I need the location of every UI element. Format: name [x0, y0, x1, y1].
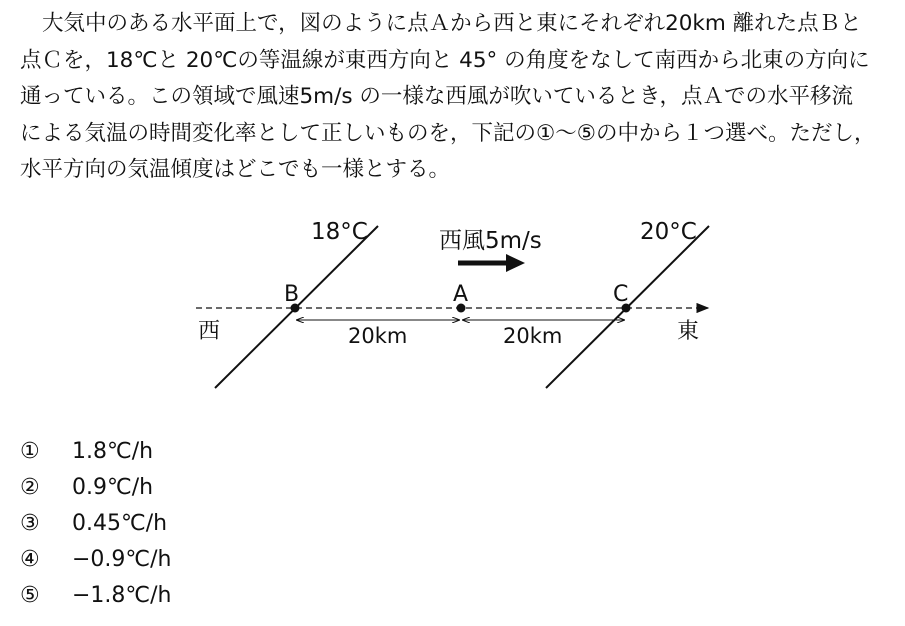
- question-line: 水平方向の気温傾度はどこでも一様とする。: [20, 157, 451, 182]
- point-b-label: B: [284, 282, 300, 307]
- wind-arrow-head: [506, 254, 525, 272]
- question-line: 通っている。この領域で風速5m/s の一様な西風が吹いているとき，点Ａでの水平移流: [20, 84, 854, 109]
- choice-number: ⑤: [20, 583, 40, 608]
- choice-value: −0.9℃/h: [72, 547, 172, 572]
- point-c-label: C: [613, 282, 629, 307]
- choice-4[interactable]: [20, 542, 171, 578]
- choice-3[interactable]: [20, 506, 171, 542]
- choice-number: ③: [20, 511, 40, 536]
- choice-2[interactable]: [20, 470, 171, 506]
- choice-5[interactable]: [20, 578, 171, 614]
- isotherm-18-label: 18°C: [311, 219, 368, 245]
- choice-value: 1.8℃/h: [72, 439, 154, 464]
- wind-label: 西風5m/s: [439, 228, 542, 254]
- choice-number: ④: [20, 547, 40, 572]
- question-line: 大気中のある水平面上で，図のように点Ａから西と東にそれぞれ20km 離れた点Ｂと: [42, 11, 862, 36]
- west-label: 西: [198, 319, 221, 344]
- answer-choices: [20, 434, 171, 614]
- choice-value: 0.45℃/h: [72, 511, 168, 536]
- choice-value: −1.8℃/h: [72, 583, 172, 608]
- point-a-label: A: [453, 282, 469, 307]
- east-label: 東: [677, 319, 700, 344]
- choice-number: ②: [20, 475, 40, 500]
- choice-1[interactable]: [20, 434, 171, 470]
- distance-ba-label: 20km: [348, 324, 408, 348]
- distance-ac-label: 20km: [503, 324, 563, 348]
- choice-number: ①: [20, 439, 40, 464]
- question-line: 点Ｃを，18℃と 20℃の等温線が東西方向と 45° の角度をなして南西から北東の方向に: [20, 47, 870, 73]
- isotherm-20-label: 20°C: [640, 219, 697, 245]
- question-line: による気温の時間変化率として正しいものを，下記の①～⑤の中から１つ選べ。ただし，: [20, 120, 876, 146]
- choice-value: 0.9℃/h: [72, 475, 154, 500]
